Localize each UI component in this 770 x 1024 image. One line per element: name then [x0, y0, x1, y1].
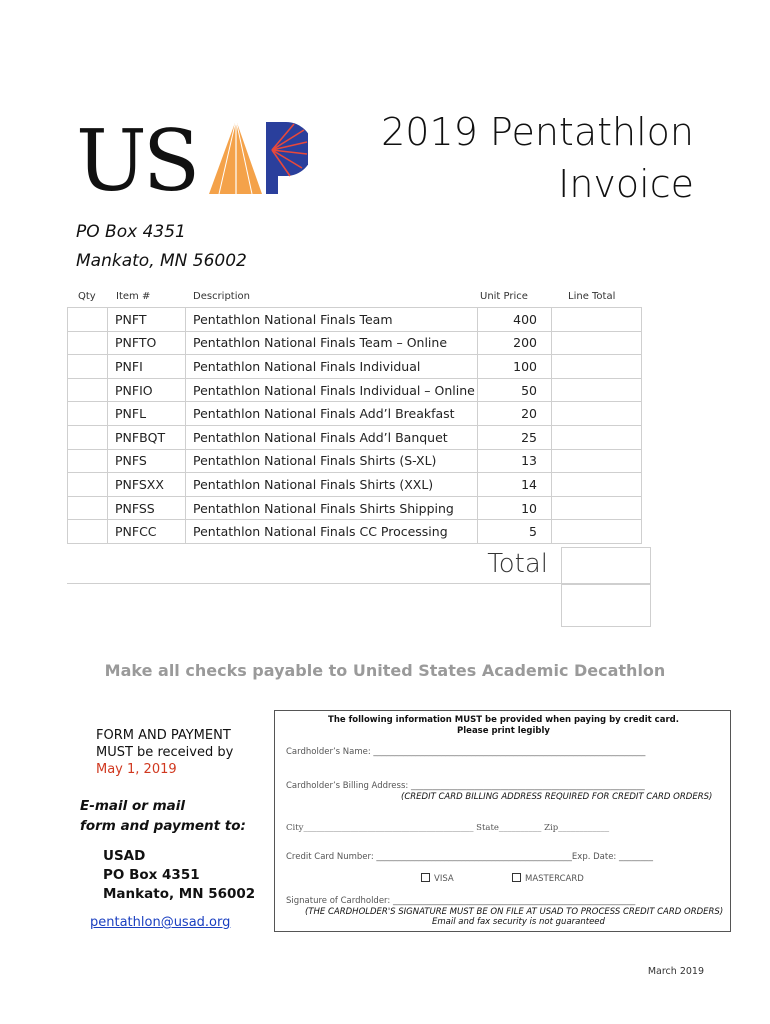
visa-checkbox[interactable] [421, 873, 454, 884]
signature-field[interactable]: Signature of Cardholder: _________________________________________________________ [286, 896, 636, 906]
item-number-cell: PNFT [108, 308, 186, 332]
send-line-2: form and payment to: [80, 818, 246, 834]
unit-price-cell: 50 [478, 378, 552, 402]
table-row [68, 402, 642, 426]
qty-cell[interactable] [68, 331, 108, 355]
send-instructions [80, 796, 246, 836]
table-row [68, 473, 642, 497]
item-number-cell: PNFBQT [108, 425, 186, 449]
item-number-cell: PNFIO [108, 378, 186, 402]
description-cell: Pentathlon National Finals CC Processing [186, 520, 478, 544]
deadline-line-2: MUST be received by [96, 745, 234, 760]
qty-cell[interactable] [68, 520, 108, 544]
col-header-line-total: Line Total [568, 291, 616, 302]
credit-card-section [274, 710, 731, 932]
qty-cell[interactable] [68, 355, 108, 379]
qty-cell[interactable] [68, 473, 108, 497]
qty-cell[interactable] [68, 402, 108, 426]
description-cell: Pentathlon National Finals Add’l Banquet [186, 425, 478, 449]
item-number-cell: PNFSXX [108, 473, 186, 497]
usad-org: USAD [103, 848, 146, 864]
qty-cell[interactable] [68, 449, 108, 473]
qty-cell[interactable] [68, 425, 108, 449]
line-total-cell[interactable] [552, 520, 642, 544]
mastercard-checkbox[interactable] [512, 873, 584, 884]
visa-checkbox-box[interactable] [421, 873, 430, 882]
cardholder-name-field[interactable]: Cardholder’s Name: ________________________________________________________________ [286, 747, 646, 757]
deadline-line-1: FORM AND PAYMENT [96, 728, 231, 743]
deadline-note [96, 727, 233, 778]
send-line-1: E-mail or mail [80, 798, 186, 814]
description-cell: Pentathlon National Finals Shirts (XXL) [186, 473, 478, 497]
sender-address [76, 218, 247, 276]
total-amount-box[interactable] [561, 547, 651, 627]
description-cell: Pentathlon National Finals Team [186, 308, 478, 332]
signature-note: (THE CARDHOLDER'S SIGNATURE MUST BE ON FILE AT USAD TO PROCESS CREDIT CARD ORDERS) [305, 907, 724, 917]
col-header-description: Description [193, 291, 250, 302]
line-total-cell[interactable] [552, 355, 642, 379]
unit-price-cell: 400 [478, 308, 552, 332]
item-number-cell: PNFSS [108, 496, 186, 520]
usad-mailing-address [103, 847, 255, 904]
item-number-cell: PNFI [108, 355, 186, 379]
visa-label: VISA [434, 874, 454, 884]
item-number-cell: PNFTO [108, 331, 186, 355]
invoice-items-table [67, 307, 642, 544]
line-total-cell[interactable] [552, 402, 642, 426]
unit-price-cell: 5 [478, 520, 552, 544]
table-row [68, 449, 642, 473]
unit-price-cell: 25 [478, 425, 552, 449]
table-row [68, 520, 642, 544]
item-number-cell: PNFCC [108, 520, 186, 544]
usap-logo-mark [76, 112, 308, 196]
email-link[interactable]: pentathlon@usad.org [90, 915, 231, 930]
billing-address-field[interactable]: Cardholder’s Billing Address: _______________________________________________________ [286, 781, 645, 791]
usap-logo [76, 112, 308, 196]
unit-price-cell: 14 [478, 473, 552, 497]
line-total-cell[interactable] [552, 449, 642, 473]
billing-note: (CREDIT CARD BILLING ADDRESS REQUIRED FOR CREDIT CARD ORDERS) [401, 792, 713, 802]
qty-cell[interactable] [68, 496, 108, 520]
description-cell: Pentathlon National Finals Individual – Online [186, 378, 478, 402]
table-row [68, 378, 642, 402]
city-state-zip-field[interactable]: City________________________________________ State__________ Zip____________ [286, 823, 610, 833]
cc-heading [275, 715, 732, 737]
item-number-cell: PNFS [108, 449, 186, 473]
line-total-cell[interactable] [552, 425, 642, 449]
line-total-cell[interactable] [552, 473, 642, 497]
description-cell: Pentathlon National Finals Add’l Breakfast [186, 402, 478, 426]
mastercard-checkbox-box[interactable] [512, 873, 521, 882]
line-total-cell[interactable] [552, 496, 642, 520]
table-row [68, 308, 642, 332]
col-header-item: Item # [116, 291, 151, 302]
card-number-field[interactable]: Credit Card Number: ______________________________________________Exp. Date: ________ [286, 852, 653, 862]
cc-heading-line-2: Please print legibly [457, 726, 550, 736]
description-cell: Pentathlon National Finals Team – Online [186, 331, 478, 355]
table-row [68, 425, 642, 449]
title-line-1: 2019 Pentathlon [381, 110, 694, 154]
item-number-cell: PNFL [108, 402, 186, 426]
address-line-2: Mankato, MN 56002 [76, 251, 247, 271]
address-line-1: PO Box 4351 [76, 222, 186, 242]
cc-heading-line-1: The following information MUST be provided when paying by credit card. [328, 715, 679, 725]
title-line-2: Invoice [558, 162, 694, 206]
svg-text:US: US [76, 112, 197, 196]
total-label: Total [487, 549, 548, 579]
qty-cell[interactable] [68, 378, 108, 402]
description-cell: Pentathlon National Finals Individual [186, 355, 478, 379]
table-row [68, 496, 642, 520]
description-cell: Pentathlon National Finals Shirts (S-XL) [186, 449, 478, 473]
table-row [68, 355, 642, 379]
usad-city: Mankato, MN 56002 [103, 886, 256, 902]
unit-price-cell: 200 [478, 331, 552, 355]
invoice-title [381, 106, 694, 210]
line-total-cell[interactable] [552, 331, 642, 355]
description-cell: Pentathlon National Finals Shirts Shipping [186, 496, 478, 520]
line-total-cell[interactable] [552, 308, 642, 332]
footer-date: March 2019 [647, 966, 704, 977]
usad-po: PO Box 4351 [103, 867, 200, 883]
col-header-qty: Qty [78, 291, 96, 302]
unit-price-cell: 13 [478, 449, 552, 473]
checks-payable-note: Make all checks payable to United States Academic Decathlon [104, 661, 666, 680]
deadline-date: May 1, 2019 [96, 762, 177, 777]
qty-cell[interactable] [68, 308, 108, 332]
unit-price-cell: 10 [478, 496, 552, 520]
unit-price-cell: 20 [478, 402, 552, 426]
security-note: Email and fax security is not guaranteed [432, 917, 605, 927]
unit-price-cell: 100 [478, 355, 552, 379]
table-row [68, 331, 642, 355]
mastercard-label: MASTERCARD [525, 874, 584, 884]
line-total-cell[interactable] [552, 378, 642, 402]
col-header-unit-price: Unit Price [480, 291, 528, 302]
